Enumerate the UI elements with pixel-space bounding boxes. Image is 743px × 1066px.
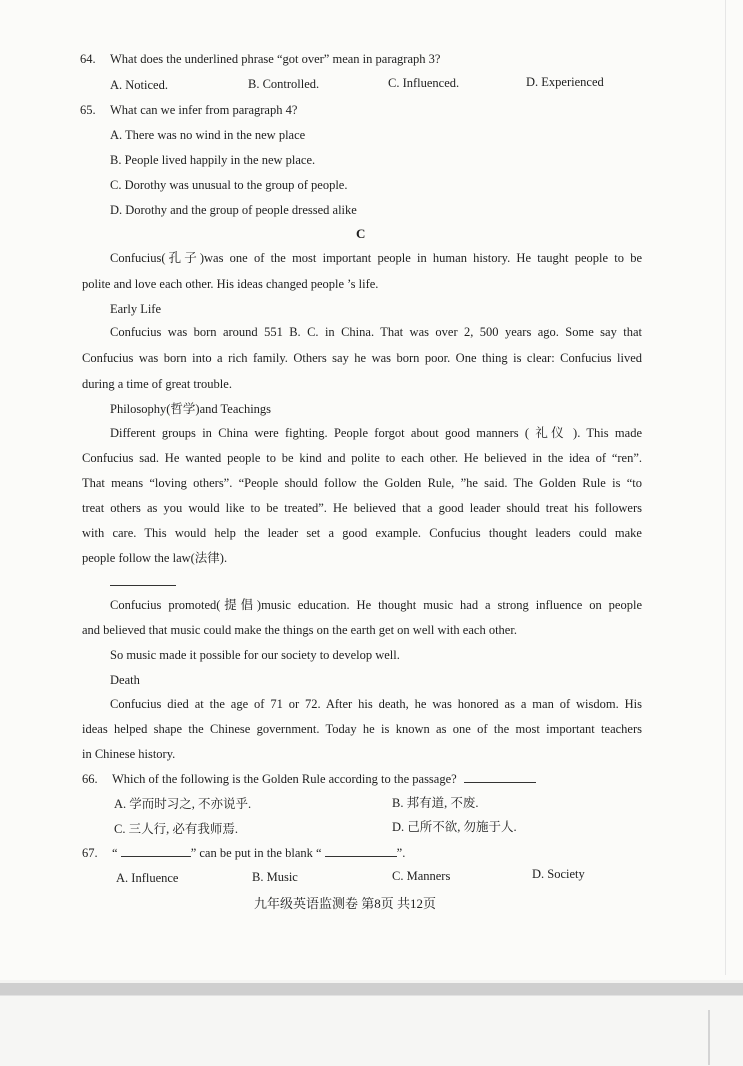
- answer-blank: [121, 845, 191, 857]
- question-number: 64.: [80, 52, 96, 66]
- passage-line: Confucius promoted(提倡)music education. He thought music had a strong influence on people: [110, 598, 642, 612]
- option-b: B. Music: [252, 870, 298, 884]
- page-footer: 九年级英语监测卷 第8页 共12页: [254, 896, 437, 911]
- passage-line: Confucius was born around 551 B. C. in China. That was over 2, 500 years ago. Some say that: [110, 325, 642, 339]
- subheading-death: Death: [110, 673, 140, 687]
- subheading-philosophy: Philosophy(哲学)and Teachings: [110, 402, 272, 416]
- passage-line: So music made it possible for our society to develop well.: [110, 648, 400, 662]
- option-b: B. 邦有道, 不废.: [392, 796, 479, 810]
- option-c: C. 三人行, 必有我师焉.: [114, 822, 238, 836]
- passage-line: ideas helped shape the Chinese government. Today he is known as one of the most important teachers: [82, 722, 642, 736]
- passage-line: polite and love each other. His ideas changed people ’s life.: [82, 277, 379, 291]
- option-b: B. People lived happily in the new place.: [110, 153, 316, 167]
- question-65: [80, 102, 297, 118]
- page-separator: [0, 983, 743, 995]
- option-c: C. Dorothy was unusual to the group of people.: [110, 178, 348, 192]
- passage-line: Different groups in China were fighting. People forgot about good manners ( 礼仪 ). This made: [110, 426, 642, 440]
- passage-line: with care. This would help the leader set a good example. Confucius thought leaders could make: [82, 526, 642, 540]
- question-stem: Which of the following is the Golden Rule according to the passage?: [112, 772, 457, 786]
- question-64: [80, 51, 440, 67]
- answer-blank: [464, 771, 536, 783]
- subheading-early-life: Early Life: [110, 302, 162, 316]
- passage-line: in Chinese history.: [82, 747, 176, 761]
- passage-line: Confucius sad. He wanted people to be kind and polite to each other. He believed in the idea of “ren”.: [82, 451, 642, 465]
- question-66: [82, 771, 536, 787]
- close-quote: ”.: [396, 846, 406, 860]
- option-c: C. Manners: [392, 869, 451, 883]
- option-d: D. 己所不欲, 勿施于人.: [392, 820, 517, 834]
- option-a: A. 学而时习之, 不亦说乎.: [114, 797, 252, 811]
- question-number: 67.: [82, 846, 98, 860]
- section-heading: C: [356, 226, 366, 241]
- question-stem: What does the underlined phrase “got over” mean in paragraph 3?: [110, 52, 441, 66]
- passage-line: and believed that music could make the things on the earth get on well with each other.: [82, 623, 517, 637]
- passage-line: people follow the law(法律).: [82, 551, 228, 565]
- passage-line: treat others as you would like to be treated”. He believed that a good leader should treat his followers: [82, 501, 642, 515]
- option-a: A. There was no wind in the new place: [110, 128, 306, 142]
- question-stem: What can we infer from paragraph 4?: [110, 103, 298, 117]
- option-d: D. Experienced: [526, 75, 604, 89]
- question-stem: ” can be put in the blank “: [190, 846, 322, 860]
- option-b: B. Controlled.: [248, 77, 320, 91]
- option-a: A. Noticed.: [110, 78, 168, 92]
- answer-blank-heading: [110, 585, 176, 586]
- question-67: [82, 845, 405, 861]
- page-edge: [725, 0, 726, 975]
- passage-line: during a time of great trouble.: [82, 377, 232, 391]
- answer-blank: [325, 845, 397, 857]
- option-a: A. Influence: [116, 871, 179, 885]
- option-c: C. Influenced.: [388, 76, 460, 90]
- passage-line: Confucius was born into a rich family. Others say he was born poor. One thing is clear: Confucius lived: [82, 351, 642, 365]
- next-page-edge: [708, 1010, 710, 1065]
- question-number: 65.: [80, 103, 96, 117]
- option-d: D. Society: [532, 867, 585, 881]
- passage-line: Confucius(孔子)was one of the most important people in human history. He taught people to be: [110, 251, 642, 265]
- next-page-top: [0, 995, 743, 1066]
- option-d: D. Dorothy and the group of people dressed alike: [110, 203, 357, 217]
- question-number: 66.: [82, 772, 98, 786]
- passage-line: That means “loving others”. “People should follow the Golden Rule, ”he said. The Golden Rule is “to: [82, 476, 642, 490]
- passage-line: Confucius died at the age of 71 or 72. After his death, he was honored as a man of wisdom. His: [110, 697, 642, 711]
- open-quote: “: [112, 846, 118, 860]
